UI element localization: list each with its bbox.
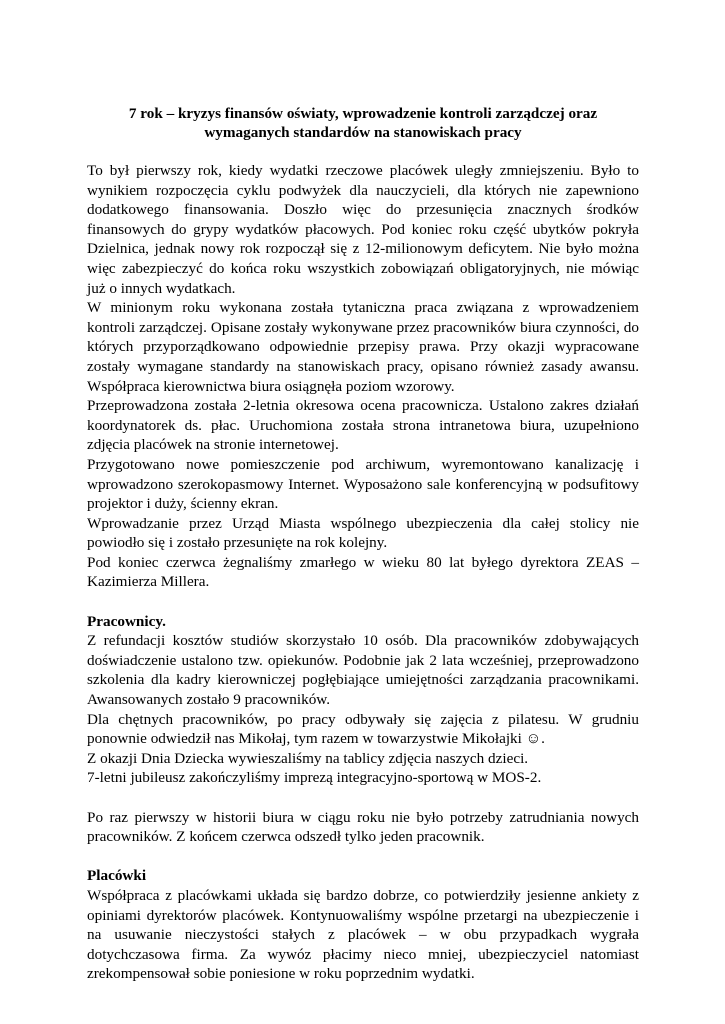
title-line-1: 7 rok – kryzys finansów oświaty, wprowadzenie kontroli zarządczej oraz	[128, 105, 598, 122]
intro-paragraph-5: Wprowadzanie przez Urząd Miasta wspólnego ubezpieczenia dla całej stolicy nie powiodło się i zostało przesunięte na rok kolejny.	[87, 514, 639, 552]
intro-paragraph-3: Przeprowadzona została 2-letnia okresowa ocena pracownicza. Ustalono zakres działań koordynatorek ds. płac. Uruchomiona została strona intranetowa biura, uzupełniono zdjęcia placówek na stronie internetowej.	[87, 397, 639, 454]
section-heading-pracownicy: Pracownicy.	[87, 612, 166, 630]
spacer	[87, 847, 639, 867]
intro-paragraph-1: To był pierwszy rok, kiedy wydatki rzeczowe placówek uległy zmniejszeniu. Było to wynikiem rozpoczęcia cyklu podwyżek dla nauczycieli, dla których nie zapewniono dodatkowego finansowania. Doszło więc do przesunięcia znacznych środków finansowych do grypy wydatków płacowych. Pod koniec roku część ubytków pokryła Dzielnica, jednak nowy rok rozpoczął się z 12-milionowym deficytem. Nie było można więc zabezpieczyć do końca roku wszystkich zobowiązań obligatoryjnych, nie mówiąc już o innych wydatkach.	[87, 162, 639, 297]
pracownicy-paragraph-4: 7-letni jubileusz zakończyliśmy imprezą integracyjno-sportową w MOS-2.	[87, 769, 542, 787]
pracownicy-summary-paragraph: Po raz pierwszy w historii biura w ciągu roku nie było potrzeby zatrudniania nowych pracowników. Z końcem czerwca odszedł tylko jeden pracownik.	[87, 808, 639, 846]
pracownicy-paragraph-3: Z okazji Dnia Dziecka wywieszaliśmy na tablicy zdjęcia naszych dzieci.	[87, 749, 529, 767]
intro-paragraph-4: Przygotowano nowe pomieszczenie pod archiwum, wyremontowano kanalizację i wprowadzono szerokopasmowy Internet. Wyposażono sale konferencyjną w podsufitowy projektor i duży, ścienny ekran.	[87, 455, 639, 513]
spacer	[87, 788, 639, 808]
title-line-2: wymaganych standardów na stanowiskach pracy	[204, 124, 522, 141]
placowki-paragraph: Współpraca z placówkami układa się bardzo dobrze, co potwierdziły jesienne ankiety z opiniami dyrektorów placówek. Kontynuowaliśmy wspólne przetargi na ubezpieczenie i na usuwanie nieczystości stałych z placówek – w obu przypadkach wygrała dotychczasowa firma. Za wywóz płacimy nieco mniej, ubezpieczyciel natomiast zrekompensował sobie poniesione w roku poprzednim wydatki.	[87, 886, 639, 983]
intro-paragraph-2: W minionym roku wykonana została tytaniczna praca związana z wprowadzeniem kontroli zarządczej. Opisane zostały wykonywane przez pracowników biura czynności, do których przyporządkowano odpowiednie przepisy prawa. Przy okazji wypracowane zostały wymagane standardy na stanowiskach pracy, opisano również zasady awansu. Współpraca kierownictwa biura osiągnęła poziom wzorowy.	[87, 299, 639, 395]
document-title	[87, 104, 639, 142]
section-heading-placowki: Placówki	[87, 867, 147, 885]
intro-paragraph-6: Pod koniec czerwca żegnaliśmy zmarłego w wieku 80 lat byłego dyrektora ZEAS – Kazimierza Millera.	[87, 553, 639, 591]
pracownicy-paragraph-1: Z refundacji kosztów studiów skorzystało 10 osób. Dla pracowników zdobywających doświadczenie ustalono tzw. opiekunów. Podobnie jak 2 lata wcześniej, przeprowadzono szkolenia dla kadry kierowniczej pogłębiające umiejętności zarządzania pracownikami. Awansowanych zostało 9 pracowników.	[87, 632, 639, 709]
spacer	[87, 592, 639, 612]
pracownicy-paragraph-2: Dla chętnych pracowników, po pracy odbywały się zajęcia z pilatesu. W grudniu ponownie odwiedził nas Mikołaj, tym razem w towarzystwie Mikołajki ☺.	[87, 710, 639, 748]
